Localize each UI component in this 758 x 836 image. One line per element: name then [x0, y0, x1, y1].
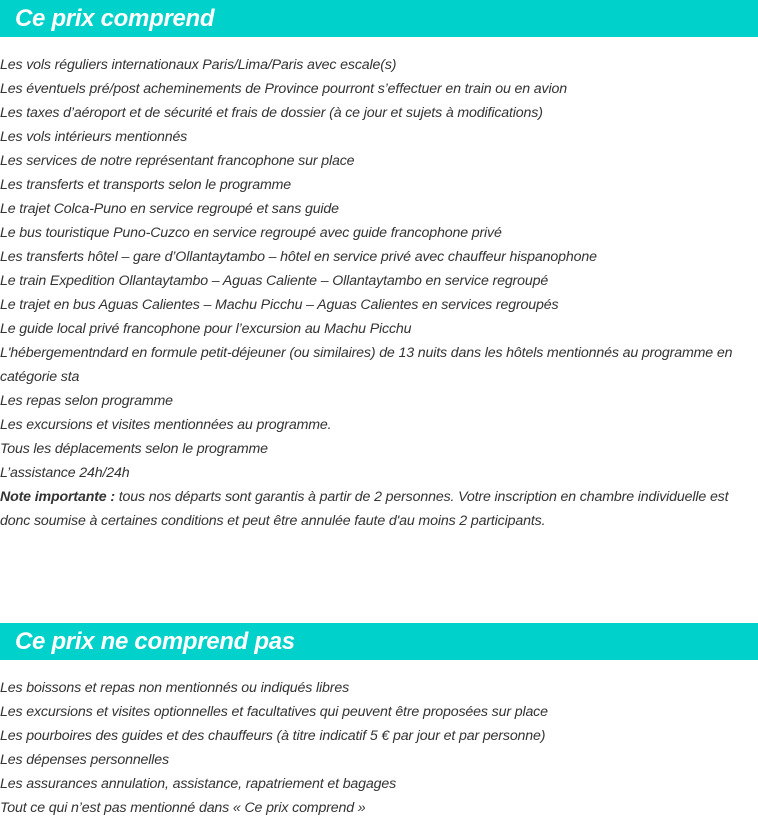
included-item: Tous les déplacements selon le programme	[0, 441, 268, 457]
included-item: Les vols intérieurs mentionnés	[0, 129, 188, 145]
included-item: Les éventuels pré/post acheminements de Province pourront s’effectuer en train ou en avion	[0, 81, 567, 97]
included-item: Le trajet en bus Aguas Calientes – Machu Picchu – Aguas Calientes en services regroupés	[0, 297, 559, 313]
included-item: Le bus touristique Puno-Cuzco en service regroupé avec guide francophone privé	[0, 225, 502, 241]
excluded-item: Les boissons et repas non mentionnés ou indiqués libres	[0, 680, 350, 696]
included-item: Le train Expedition Ollantaytambo – Aguas Caliente – Ollantaytambo en service regroupé	[0, 273, 549, 289]
included-item: Les services de notre représentant francophone sur place	[0, 153, 355, 169]
excluded-item: Les excursions et visites optionnelles et facultatives qui peuvent être proposées sur place	[0, 704, 548, 720]
included-item: L'hébergementndard en formule petit-déjeuner (ou similaires) de 13 nuits dans les hôtels mentionnés au programme en catégorie sta	[0, 345, 733, 385]
excluded-list	[0, 676, 758, 820]
important-note	[0, 485, 758, 533]
included-item: Les vols réguliers internationaux Paris/Lima/Paris avec escale(s)	[0, 57, 397, 73]
included-item: Les transferts hôtel – gare d’Ollantaytambo – hôtel en service privé avec chauffeur hispanophone	[0, 249, 597, 265]
excluded-item: Les dépenses personnelles	[0, 752, 169, 768]
included-section-header	[0, 0, 758, 37]
included-item: Le trajet Colca-Puno en service regroupé et sans guide	[0, 201, 339, 217]
included-section-title: Ce prix comprend	[15, 5, 215, 32]
included-item: L’assistance 24h/24h	[0, 465, 130, 481]
included-item: Les transferts et transports selon le programme	[0, 177, 292, 193]
excluded-item: Tout ce qui n’est pas mentionné dans « Ce prix comprend »	[0, 800, 366, 816]
excluded-item: Les assurances annulation, assistance, rapatriement et bagages	[0, 776, 397, 792]
included-item: Les taxes d’aéroport et de sécurité et frais de dossier (à ce jour et sujets à modifications)	[0, 105, 543, 121]
important-note-text: tous nos départs sont garantis à partir de 2 personnes. Votre inscription en chambre individuelle est donc soumise à certaines conditions et peut être annulée faute d'au moins 2 participants.	[0, 489, 729, 529]
excluded-section-title: Ce prix ne comprend pas	[15, 628, 295, 655]
included-item: Le guide local privé francophone pour l’excursion au Machu Picchu	[0, 321, 412, 337]
included-item: Les excursions et visites mentionnées au programme.	[0, 417, 332, 433]
excluded-item: Les pourboires des guides et des chauffeurs (à titre indicatif 5 € par jour et par personne)	[0, 728, 546, 744]
included-list	[0, 53, 758, 533]
important-note-label: Note importante :	[0, 489, 115, 505]
included-item: Les repas selon programme	[0, 393, 173, 409]
excluded-section-header	[0, 623, 758, 660]
